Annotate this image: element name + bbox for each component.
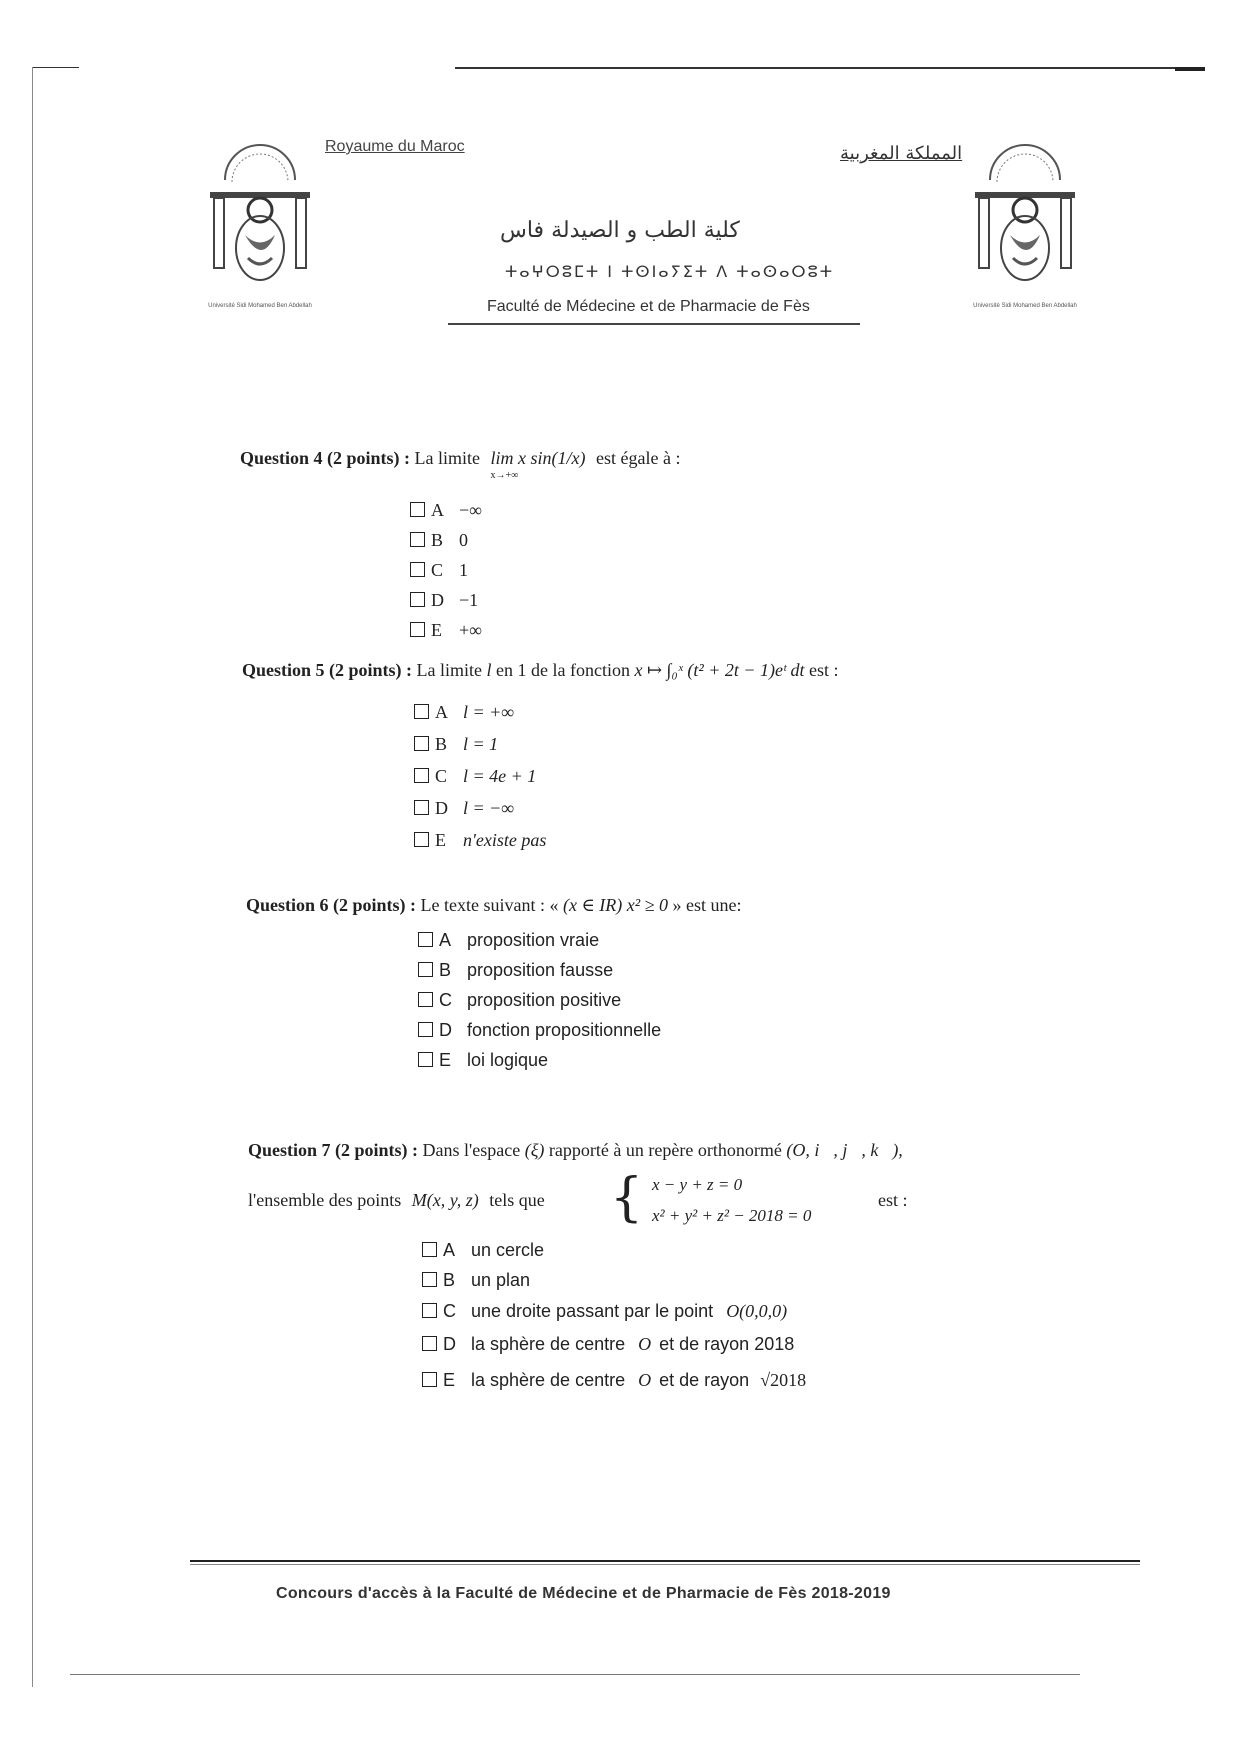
question-text: Dans l'espace — [422, 1140, 521, 1160]
option-7-b[interactable]: B un plan — [422, 1270, 530, 1291]
option-5-a[interactable]: A l = +∞ — [414, 702, 514, 723]
faculty-name-fr: Faculté de Médecine et de Pharmacie de Fès — [487, 298, 810, 315]
checkbox[interactable] — [414, 736, 429, 751]
option-4-b[interactable]: B 0 — [410, 530, 468, 551]
university-emblem-icon — [200, 140, 320, 300]
checkbox[interactable] — [410, 502, 425, 517]
question-text-after: est égale à : — [595, 448, 681, 468]
checkbox[interactable] — [422, 1272, 437, 1287]
option-6-e[interactable]: E loi logique — [418, 1050, 548, 1071]
question-text: La limite — [414, 448, 480, 468]
question-math: (x ∈ IR) x² ≥ 0 — [562, 895, 669, 915]
question-7-line-2: l'ensemble des points M(x, y, z) tels que — [248, 1190, 545, 1210]
point-symbol: M(x, y, z) — [411, 1190, 479, 1210]
option-7-d[interactable]: D la sphère de centre O et de rayon 2018 — [422, 1334, 794, 1355]
header-rule — [448, 323, 860, 325]
system-equation-2: x² + y² + z² − 2018 = 0 — [652, 1206, 812, 1225]
checkbox[interactable] — [422, 1242, 437, 1257]
scan-bottom-rule — [70, 1674, 1080, 1675]
question-text-mid: rapporté à un repère orthonormé — [548, 1140, 782, 1160]
system-brace: { — [610, 1168, 644, 1228]
question-text-mid: en 1 de la fonction — [496, 660, 630, 680]
question-math: lim x sin(1/x) x→+∞ — [490, 448, 586, 481]
faculty-name-tifinagh: ⵜⴰⵖⵔⵓⵎⵜ ⵏ ⵜⵙⵏⴰⵢⵉⵜ ⴷ ⵜⴰⵙⴰⵔⵓⵜ — [505, 262, 835, 281]
question-5 — [242, 660, 839, 681]
space-symbol: (ξ) — [524, 1140, 545, 1160]
question-7-text-after: est : — [878, 1190, 908, 1210]
checkbox[interactable] — [410, 622, 425, 637]
checkbox[interactable] — [418, 932, 433, 947]
question-text: La limite — [416, 660, 482, 680]
option-5-b[interactable]: B l = 1 — [414, 734, 498, 755]
checkbox[interactable] — [414, 832, 429, 847]
option-4-c[interactable]: C 1 — [410, 560, 468, 581]
scan-left-border — [32, 67, 33, 1687]
frame-symbol: (O, i⃗, j⃗, k⃗), — [786, 1140, 903, 1160]
option-6-c[interactable]: C proposition positive — [418, 990, 621, 1011]
checkbox[interactable] — [422, 1372, 437, 1387]
option-5-d[interactable]: D l = −∞ — [414, 798, 514, 819]
option-7-a[interactable]: A un cercle — [422, 1240, 544, 1261]
footer-title: Concours d'accès à la Faculté de Médecine et de Pharmacie de Fès 2018-2019 — [276, 1585, 891, 1602]
question-math: x ↦ ∫₀ˣ (t² + 2t − 1)eᵗ dt — [634, 660, 805, 680]
option-6-a[interactable]: A proposition vraie — [418, 930, 599, 951]
question-text-after: » est une: — [672, 895, 742, 915]
checkbox[interactable] — [422, 1303, 437, 1318]
option-4-e[interactable]: E +∞ — [410, 620, 482, 641]
option-4-a[interactable]: A −∞ — [410, 500, 482, 521]
footer-rule-thin — [190, 1564, 1140, 1565]
checkbox[interactable] — [418, 962, 433, 977]
university-logo-right — [965, 140, 1090, 310]
checkbox[interactable] — [418, 1052, 433, 1067]
option-5-c[interactable]: C l = 4e + 1 — [414, 766, 536, 787]
checkbox[interactable] — [414, 768, 429, 783]
question-4 — [240, 448, 681, 481]
university-logo-left — [200, 140, 325, 310]
question-label: Question 4 (2 points) : — [240, 448, 411, 468]
option-7-c[interactable]: C une droite passant par le point O(0,0,0) — [422, 1301, 787, 1322]
checkbox[interactable] — [410, 592, 425, 607]
faculty-name-ar: كلية الطب و الصيدلة فاس — [500, 218, 740, 243]
scan-top-rule — [455, 67, 1195, 69]
logo-caption-right: Université Sidi Mohamed Ben Abdellah — [973, 303, 1077, 309]
checkbox[interactable] — [414, 800, 429, 815]
university-emblem-icon — [965, 140, 1085, 300]
checkbox[interactable] — [410, 532, 425, 547]
question-6 — [246, 895, 742, 916]
checkbox[interactable] — [414, 704, 429, 719]
checkbox[interactable] — [418, 992, 433, 1007]
option-6-d[interactable]: D fonction propositionnelle — [418, 1020, 661, 1041]
scan-top-rule-right — [1175, 67, 1205, 71]
question-label: Question 6 (2 points) : — [246, 895, 417, 915]
question-text-after: est : — [809, 660, 839, 680]
question-label: Question 7 (2 points) : — [248, 1140, 419, 1160]
question-var: l — [486, 660, 492, 680]
question-text: Le texte suivant : « — [420, 895, 559, 915]
option-5-e[interactable]: E n'existe pas — [414, 830, 546, 851]
logo-caption-left: Université Sidi Mohamed Ben Abdellah — [208, 303, 312, 309]
question-label: Question 5 (2 points) : — [242, 660, 413, 680]
checkbox[interactable] — [422, 1336, 437, 1351]
kingdom-name-ar: المملكة المغربية — [840, 143, 963, 164]
question-7 — [248, 1140, 903, 1161]
option-4-d[interactable]: D −1 — [410, 590, 478, 611]
checkbox[interactable] — [410, 562, 425, 577]
checkbox[interactable] — [418, 1022, 433, 1037]
footer-rule — [190, 1560, 1140, 1562]
scan-top-left-mark — [33, 67, 79, 68]
system-equation-1: x − y + z = 0 — [652, 1175, 743, 1194]
option-6-b[interactable]: B proposition fausse — [418, 960, 613, 981]
option-7-e[interactable]: E la sphère de centre O et de rayon √2018 — [422, 1370, 806, 1391]
kingdom-name-fr: Royaume du Maroc — [325, 138, 465, 155]
